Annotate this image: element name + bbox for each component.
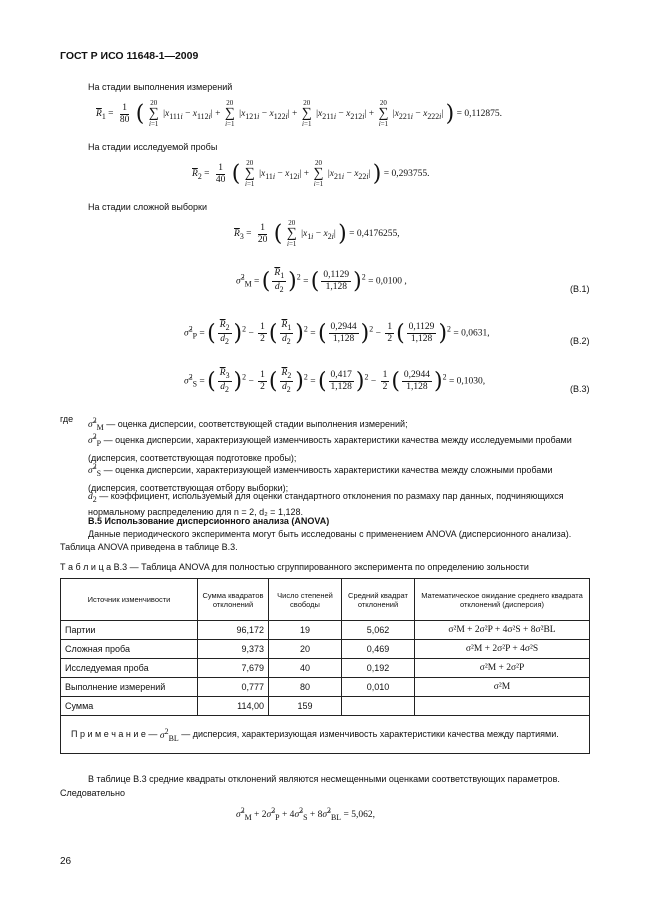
cell-df: 159 (269, 697, 342, 716)
table-row (61, 640, 590, 659)
cell-ss: 9,373 (198, 640, 269, 659)
cell-expect: σ²M + 2σ²P + 4σ²S (415, 640, 590, 659)
cell-expect: σ²M + 2σ²P (415, 659, 590, 678)
table-note-row (61, 716, 590, 754)
where-label: где (60, 414, 74, 424)
cell-source: Сложная проба (61, 640, 198, 659)
cell-ms: 0,192 (342, 659, 415, 678)
cell-ss: 96,172 (198, 621, 269, 640)
cell-ms: 5,062 (342, 621, 415, 640)
cell-df: 19 (269, 621, 342, 640)
header-expect: Математическое ожидание среднего квадрата отклонений (дисперсия) (415, 579, 590, 621)
table-row (61, 697, 590, 716)
cell-ms: 0,010 (342, 678, 415, 697)
cell-ss: 7,679 (198, 659, 269, 678)
cell-ms (342, 697, 415, 716)
anova-text: Данные периодического эксперимента могут быть исследованы с применением ANOVA (дисперсионного анализа). Таблица ANOVA приведена в таблице В.3. (60, 529, 572, 552)
cell-source: Сумма (61, 697, 198, 716)
note-label: П р и м е ч а н и е — (71, 729, 158, 740)
equation-number-b3: (В.3) (570, 384, 590, 394)
anova-table (60, 578, 590, 754)
conclusion-text: В таблице В.3 средние квадраты отклонений являются несмещенными оценками соответствующих параметров. Следовательно (60, 774, 560, 798)
anova-heading: В.5 Использование дисперсионного анализа (ANOVA) (88, 516, 330, 526)
cell-ms: 0,469 (342, 640, 415, 659)
definition-d2: $d_2$ — коэффициент, используемый для оценки стандартного отклонения по размаху пар данных, подчиняющихся нормальному распределению для n = 2, d₂ = 1,128. (88, 491, 564, 517)
final-result: = 5,062, (343, 810, 375, 821)
cell-source: Выполнение измерений (61, 678, 198, 697)
b2-result: = 0,0631, (453, 328, 490, 339)
header-ms: Средний квадрат отклонений (342, 579, 415, 621)
cell-df: 40 (269, 659, 342, 678)
header-source: Источник изменчивости (61, 579, 198, 621)
final-equation: σ̂$^2_M$ + 2σ̂$^2_P$ + 4σ̂$^2_S$ + 8σ̂$^2_{BL}$ = 5,062, (236, 806, 375, 823)
cell-expect: σ²M + 2σ²P + 4σ²S + 8σ²BL (415, 621, 590, 640)
cell-df: 20 (269, 640, 342, 659)
cell-expect: σ²M (415, 678, 590, 697)
definition-sigma-s: σ̂$^2_S$ — оценка дисперсии, характеризующей изменчивость характеристики качества между сложными пробами (дисперсия, соответствующая отбору выборки); (88, 462, 553, 494)
cell-ss: 0,777 (198, 678, 269, 697)
r1-result: = 0,112875. (456, 109, 503, 120)
cell-df: 80 (269, 678, 342, 697)
table-caption: Т а б л и ц а В.3 — Таблица ANOVA для полностью сгруппированного эксперимента по определению зольности (60, 562, 529, 572)
equation-b3: σ̂$^2_S$ = ( $\frac{\overline{R}_3}{d_2}$ )$^2$ − $\frac{1}{2}$ ( $\frac{\overline{R}_2}{d_2}$ )$^2$ = ( $\frac{0,417}{1,128}$ )$^2$ − $\frac{1}{2}$ ( $\frac{0,2944}{1,128}$ )$^2$ = 0,1030, (184, 368, 486, 394)
r2-result: = 0,293755. (383, 169, 430, 180)
page-number: 26 (60, 856, 72, 867)
table-row (61, 621, 590, 640)
table-row (61, 659, 590, 678)
cell-source: Партии (61, 621, 198, 640)
equation-number-b2: (В.2) (570, 336, 590, 346)
equation-r3: $\overline{R}_3$ = $\frac{1}{20}$ ( 20 ∑ i=1 $|x_{1i} - x_{2i}|$ ) = 0,4176255, (234, 219, 400, 248)
cell-expect (415, 697, 590, 716)
equation-r2: $\overline{R}_2$ = $\frac{1}{40}$ ( 20 ∑ i=1 $|x_{11i} - x_{12i}|$ + 20 ∑ i=1 $|x_{21i} - x_{22i}|$ ) = 0,293755. (192, 159, 430, 188)
header-df: Число степеней свободы (269, 579, 342, 621)
sample-stage-label: На стадии исследуемой пробы (88, 142, 218, 152)
header-ss: Сумма квадратов отклонений (198, 579, 269, 621)
cell-ss: 114,00 (198, 697, 269, 716)
measurement-stage-label: На стадии выполнения измерений (88, 82, 233, 92)
table-row (61, 678, 590, 697)
composite-stage-label: На стадии сложной выборки (88, 202, 207, 212)
definition-sigma-p: σ̂$^2_P$ — оценка дисперсии, характеризующей изменчивость характеристики качества между исследуемыми пробами (дисперсия, соответствующая подготовке пробы); (88, 432, 572, 464)
equation-b2: σ̂$^2_P$ = ( $\frac{\overline{R}_2}{d_2}$ )$^2$ − $\frac{1}{2}$ ( $\frac{\overline{R}_1}{d_2}$ )$^2$ = ( $\frac{0,2944}{1,128}$ )$^2$ − $\frac{1}{2}$ ( $\frac{0,1129}{1,128}$ )$^2$ = 0,0631, (184, 320, 490, 346)
equation-b1: σ̂$^2_M$ = ( $\frac{\overline{R}_1}{d_2}$ )$^2$ = ( $\frac{0,1129}{1,128}$ )$^2$ = 0,0100 , (236, 268, 407, 294)
document-header: ГОСТ Р ИСО 11648-1—2009 (60, 50, 199, 62)
definition-sigma-m: σ̂$^2_M$ — оценка дисперсии, соответствующей стадии выполнения измерений; (88, 416, 408, 433)
r3-result: = 0,4176255, (349, 229, 400, 240)
equation-number-b1: (В.1) (570, 284, 590, 294)
b3-result: = 0,1030, (448, 376, 486, 387)
equation-r1: $\overline{R}_1$ = $\frac{1}{80}$ ( 20 ∑ i=1 $|x_{111i} - x_{112i}|$ + 20 ∑ i=1 $|x_{121i} - x_{122i}|$ + 20 ∑ i=1 $|x_{211i} - x_{212i}|$ + 20 ∑ i=1 $|x_{221i} - x_{222i}|$ ) = 0,112875. (96, 99, 503, 128)
b1-result: = 0,0100 , (368, 276, 407, 287)
note-text: — дисперсия, характеризующая изменчивость характеристики качества между партиями. (181, 729, 559, 740)
cell-source: Исследуемая проба (61, 659, 198, 678)
table-note: П р и м е ч а н и е — $\sigma^2_{BL}$ — дисперсия, характеризующая изменчивость характеристики качества между партиями. (61, 716, 590, 754)
